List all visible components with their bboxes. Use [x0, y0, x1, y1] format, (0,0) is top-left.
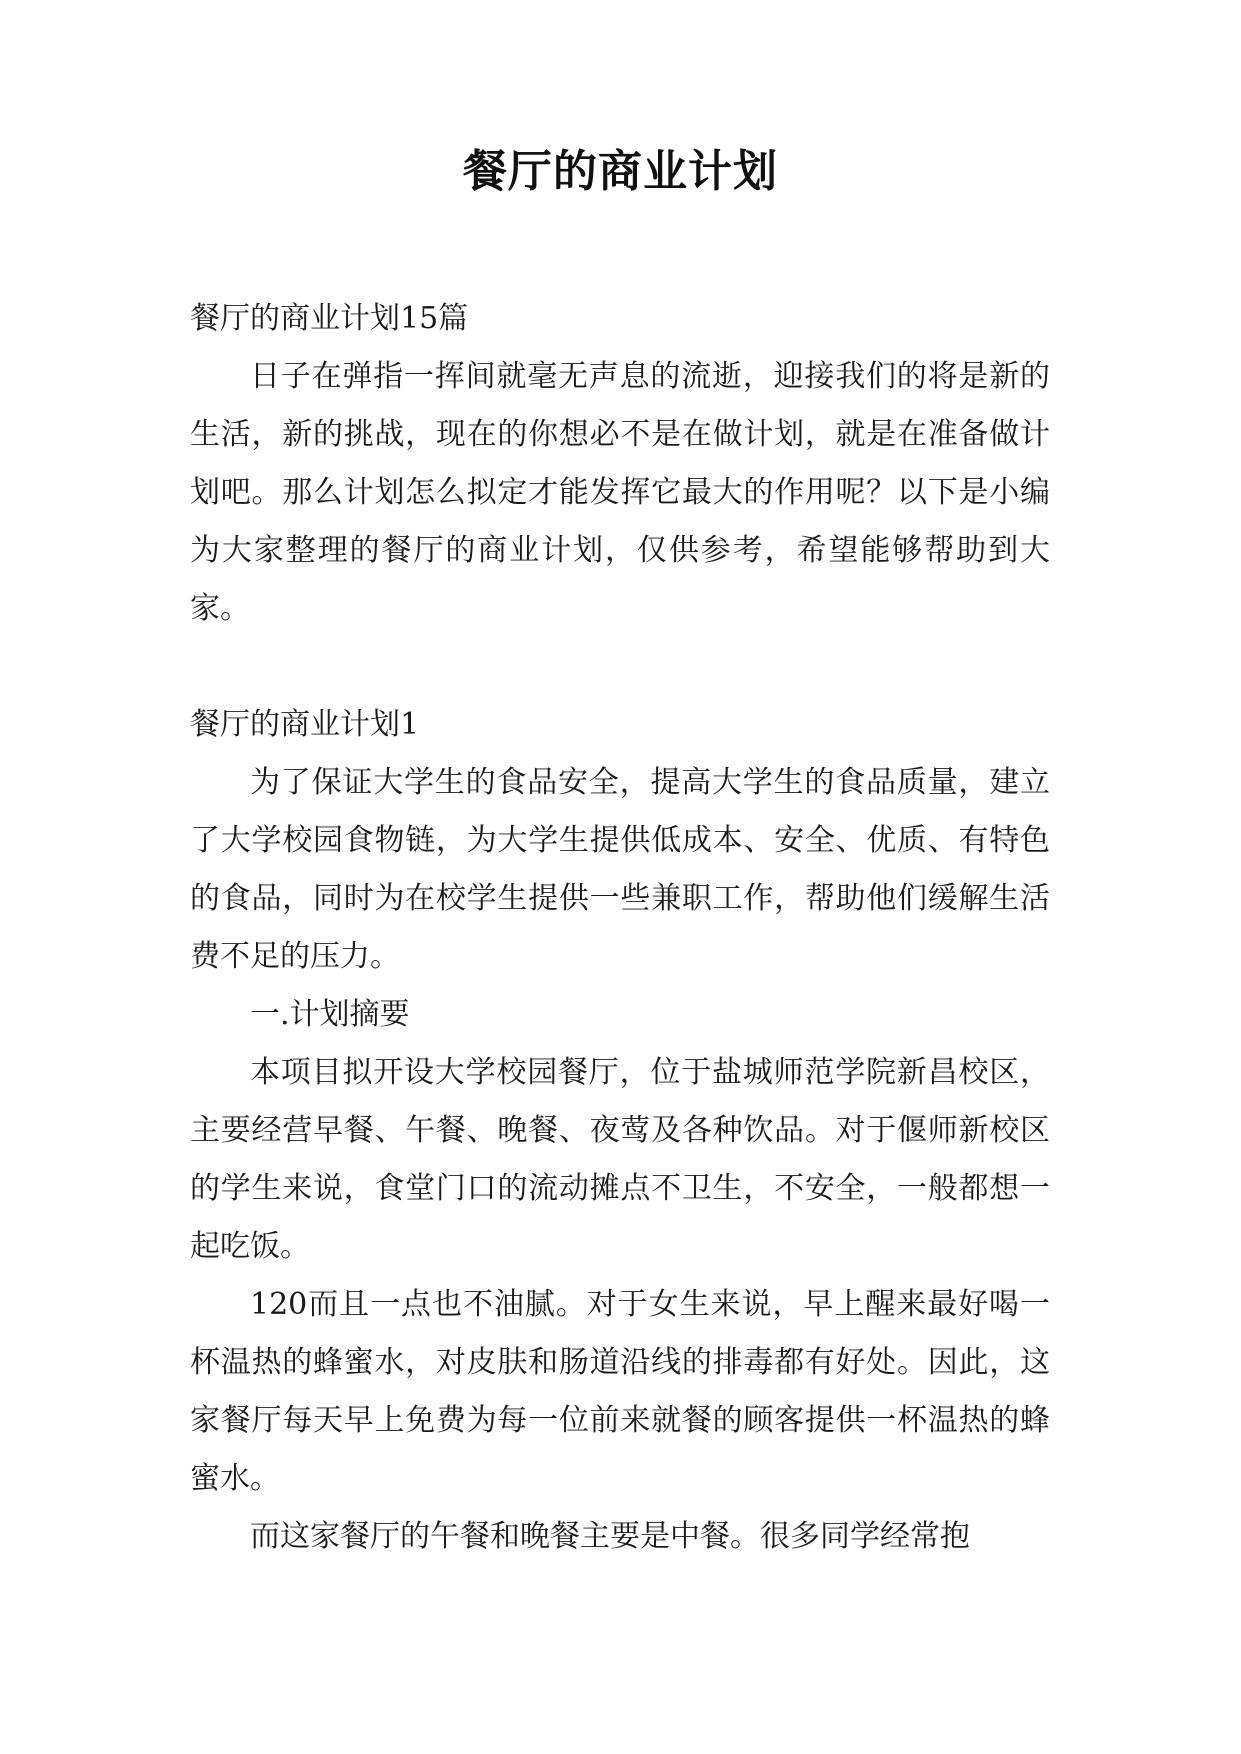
- document-body: [190, 290, 1050, 1566]
- body-paragraph: 而这家餐厅的午餐和晚餐主要是中餐。很多同学经常抱: [250, 1519, 970, 1554]
- body-paragraph: 120而且一点也不油腻。对于女生来说，早上醒来最好喝一杯温热的蜂蜜水，对皮肤和肠道沿线的排毒都有好处。因此，这家餐厅每天早上免费为每一位前来就餐的顾客提供一杯温热的蜂蜜水。: [190, 1287, 1050, 1496]
- plan-summary-heading: 一.计划摘要: [250, 997, 410, 1032]
- document-subtitle: 餐厅的商业计划15篇: [190, 301, 469, 336]
- document-title: 餐厅的商业计划: [463, 146, 778, 197]
- body-paragraph: 为了保证大学生的食品安全，提高大学生的食品质量，建立了大学校园食物链，为大学生提供低成本、安全、优质、有特色的食品，同时为在校学生提供一些兼职工作，帮助他们缓解生活费不足的压力。: [190, 765, 1050, 974]
- intro-paragraph: 日子在弹指一挥间就毫无声息的流逝，迎接我们的将是新的生活，新的挑战，现在的你想必不是在做计划，就是在准备做计划吧。那么计划怎么拟定才能发挥它最大的作用呢？以下是小编为大家整理的餐厅的商业计划，仅供参考，希望能够帮助到大家。: [190, 359, 1050, 626]
- body-paragraph: 本项目拟开设大学校园餐厅，位于盐城师范学院新昌校区，主要经营早餐、午餐、晚餐、夜莺及各种饮品。对于偃师新校区的学生来说，食堂门口的流动摊点不卫生，不安全，一般都想一起吃饭。: [190, 1055, 1050, 1264]
- section-heading: 餐厅的商业计划1: [190, 707, 420, 742]
